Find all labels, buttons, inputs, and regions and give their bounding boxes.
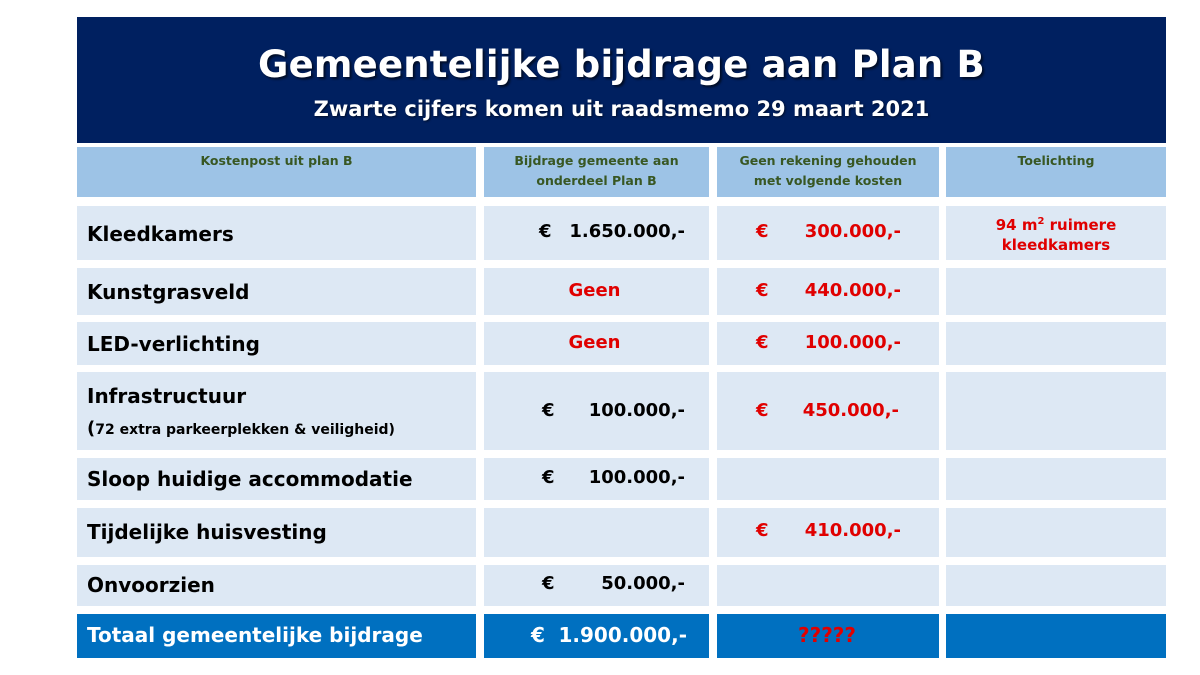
contribution-amount: 100.000,-: [588, 400, 685, 421]
table-cell-note: [946, 458, 1166, 500]
table-cell-extra: [717, 206, 939, 260]
total-extra-unknown: ?????: [797, 623, 856, 647]
currency-symbol: €: [542, 467, 555, 488]
sublabel-paren: (: [87, 418, 96, 439]
note-line1: 94 m: [995, 216, 1038, 234]
row-label: Sloop huidige accommodatie: [87, 467, 413, 491]
sublabel-text: 72 extra parkeerplekken & veiligheid): [95, 422, 395, 438]
column-header-line: Geen rekening gehouden: [739, 153, 917, 168]
column-header-geen-rekening: [717, 147, 939, 197]
row-sublabel: [87, 418, 395, 439]
contribution-amount: 1.650.000,-: [569, 221, 685, 242]
table-cell-extra: [717, 508, 939, 557]
currency-symbol: €: [756, 332, 769, 353]
page-subtitle: Zwarte cijfers komen uit raadsmemo 29 maart 2021: [313, 97, 930, 121]
table-cell-contrib: [484, 206, 709, 260]
table-cell-extra: [717, 322, 939, 365]
row-label: Onvoorzien: [87, 573, 215, 597]
table-cell-contrib: [484, 458, 709, 500]
table-cell-note: [946, 372, 1166, 450]
currency-symbol: €: [542, 573, 555, 594]
table-cell-note: [946, 508, 1166, 557]
contribution-amount: 50.000,-: [601, 573, 685, 594]
column-header-line: Kostenpost uit plan B: [200, 153, 353, 168]
table-row-sloop-label: [77, 458, 476, 500]
table-cell-contrib: [484, 372, 709, 450]
contribution-none: Geen: [568, 332, 621, 353]
column-header-line: Toelichting: [1017, 153, 1095, 168]
table-cell-extra: [717, 268, 939, 315]
note-line1-rest: ruimere: [1044, 216, 1117, 234]
currency-symbol: €: [756, 280, 769, 301]
table-row-kleedkamers-label: [77, 206, 476, 260]
currency-symbol: €: [756, 221, 769, 242]
currency-symbol: €: [756, 520, 769, 541]
table-cell-extra: [717, 458, 939, 500]
contribution-amount: 100.000,-: [588, 467, 685, 488]
table-row-led-label: [77, 322, 476, 365]
row-label: Infrastructuur: [87, 384, 247, 408]
total-cell-extra: [717, 614, 939, 658]
table-row-kunstgrasveld-label: [77, 268, 476, 315]
column-header-toelichting: [946, 147, 1166, 197]
extra-cost-amount: 410.000,-: [804, 520, 901, 541]
currency-symbol: €: [531, 623, 545, 647]
extra-cost-amount: 100.000,-: [804, 332, 901, 353]
column-header-bijdrage: [484, 147, 709, 197]
column-header-line: onderdeel Plan B: [536, 173, 657, 188]
table-cell-note: [946, 322, 1166, 365]
note-superscript: 2: [1037, 216, 1045, 227]
row-label: LED-verlichting: [87, 332, 260, 356]
total-cell-note: [946, 614, 1166, 658]
currency-symbol: €: [542, 400, 555, 421]
table-row-onvoorzien-label: [77, 565, 476, 606]
currency-symbol: €: [539, 221, 552, 242]
table-cell-contrib: [484, 565, 709, 606]
table-cell-extra: [717, 565, 939, 606]
table-row-infrastructuur-label: [77, 372, 476, 450]
page-title: Gemeentelijke bijdrage aan Plan B: [258, 43, 985, 86]
extra-cost-amount: 300.000,-: [804, 221, 901, 242]
extra-cost-amount: 450.000,-: [802, 400, 899, 421]
total-label: Totaal gemeentelijke bijdrage: [87, 623, 423, 647]
row-label: Kunstgrasveld: [87, 280, 250, 304]
row-label: Tijdelijke huisvesting: [87, 520, 327, 544]
table-row-tijdelijke-label: [77, 508, 476, 557]
table-cell-note: [946, 565, 1166, 606]
total-row-label: [77, 614, 476, 658]
table-cell-contrib: [484, 508, 709, 557]
column-header-line: Bijdrage gemeente aan: [514, 153, 679, 168]
note-line2: kleedkamers: [1001, 236, 1111, 254]
table-cell-note: [946, 206, 1166, 260]
row-label: Kleedkamers: [87, 222, 234, 246]
extra-cost-amount: 440.000,-: [804, 280, 901, 301]
column-header-kostenpost: [77, 147, 476, 197]
note-text: [946, 212, 1166, 255]
table-cell-extra: [717, 372, 939, 450]
title-banner: [77, 17, 1166, 143]
currency-symbol: €: [756, 400, 769, 421]
total-cell-contrib: [484, 614, 709, 658]
table-cell-contrib: [484, 322, 709, 365]
table-cell-contrib: [484, 268, 709, 315]
contribution-none: Geen: [568, 280, 621, 301]
column-header-line: met volgende kosten: [753, 173, 903, 188]
total-contribution-amount: 1.900.000,-: [558, 623, 687, 647]
table-cell-note: [946, 268, 1166, 315]
